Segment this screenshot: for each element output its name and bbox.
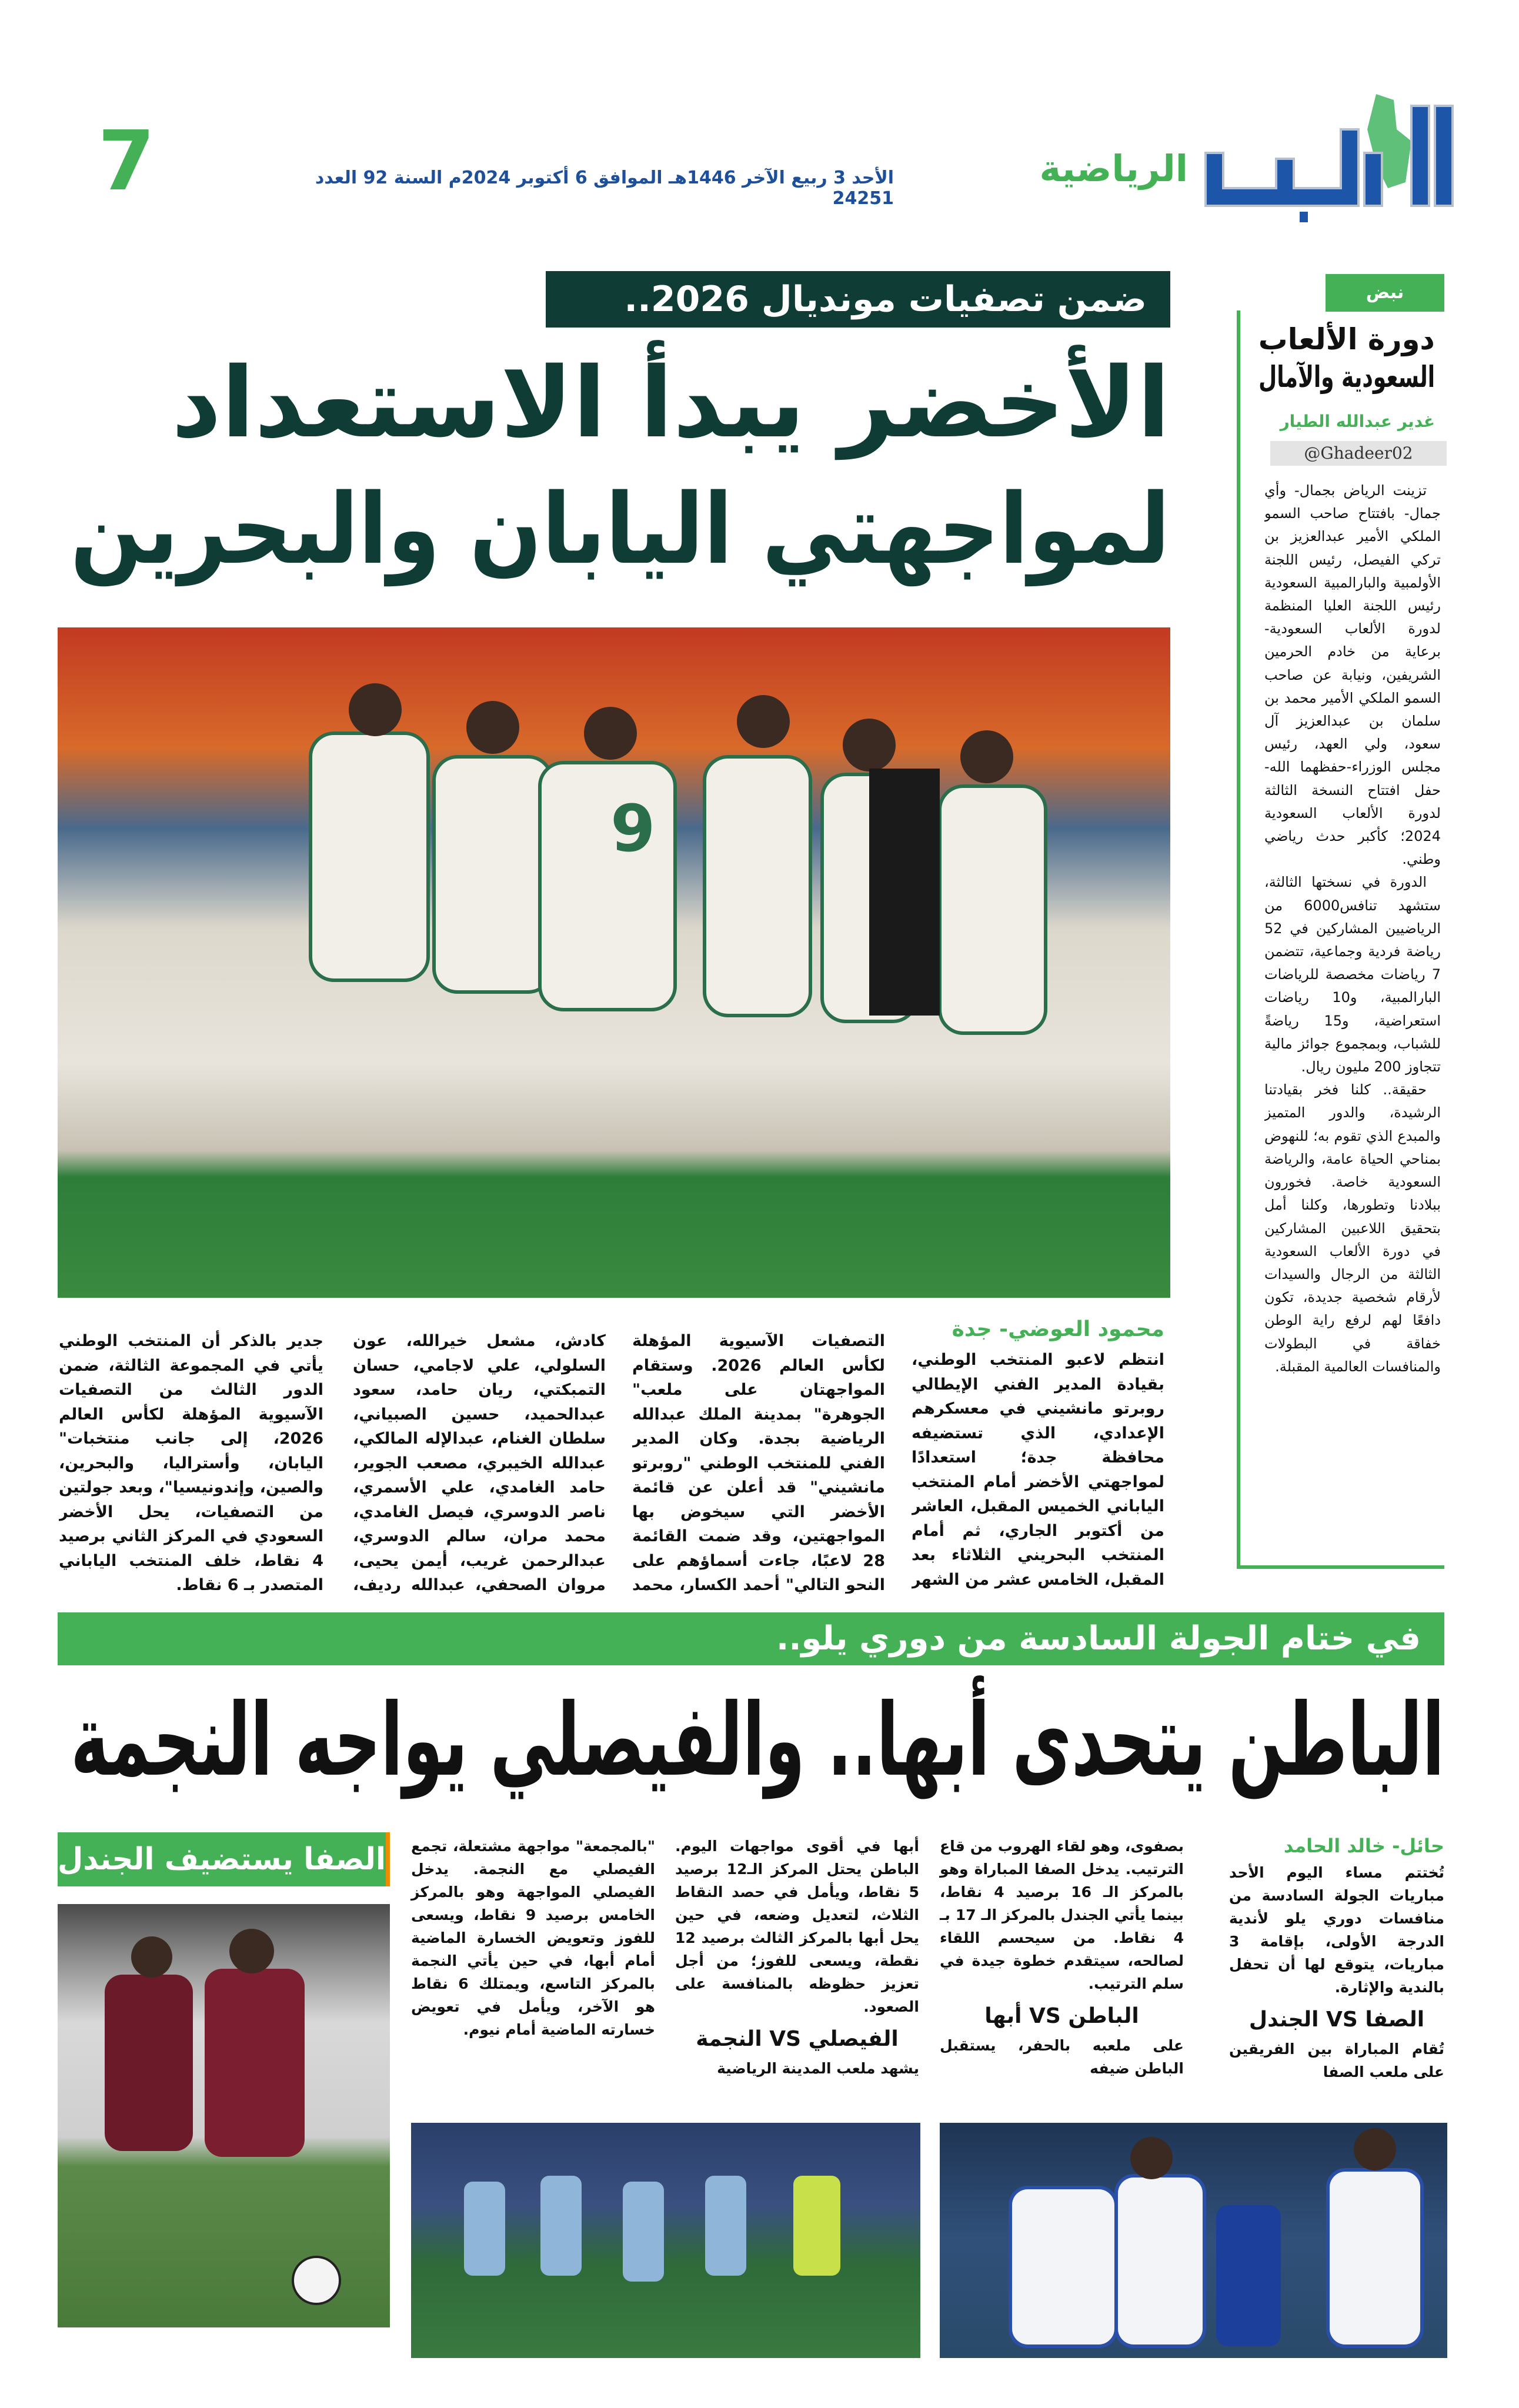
lower-column-3 [675, 1835, 919, 2080]
dateline: الأحد 3 ربيع الآخر 1446هـ الموافق 6 أكتوبر 2024م السنة 92 العدد 24251 [315, 168, 894, 209]
match-lead: يشهد ملعب المدينة الرياضية [717, 2060, 919, 2077]
opinion-title [1258, 320, 1435, 396]
opinion-title-line2-box [1258, 358, 1435, 396]
opinion-title-line2: السعودية والآمال [1258, 360, 1435, 394]
match-lead: على ملعبه بالحفر، يستقبل الباطن ضيفه [940, 2037, 1184, 2077]
match-lead: تُقام المباراة بين الفريقين على ملعب الصفا [1229, 2040, 1444, 2080]
newspaper-logo [1200, 94, 1458, 223]
article-column-4: جدير بالذكر أن المنتخب الوطني يأتي في المجموعة الثالثة، ضمن الدور الثالث من التصفيات الآسيوية المؤهلة لكأس العالم 2026، إلى جانب منتخبات" اليابان، وأستراليا، والبحرين، والصين، وإندونيسيا"، وبعد جولتين من التصفيات، يحل الأخضر السعودي في المركز الثاني برصيد 4 نقاط، خلف المنتخب الياباني المتصدر بـ 6 نقاط. [59, 1332, 323, 1594]
top-story-kicker [546, 271, 1170, 328]
top-story-byline: محمود العوضي- جدة [952, 1317, 1164, 1341]
article-column-2: التصفيات الآسيوية المؤهلة لكأس العالم 2026. وستقام المواجهتان على ملعب" الجوهرة" بمدينة الملك عبدالله الرياضية بجدة. وكان المدير الفني للمنتخب الوطني "روبرتو مانشيني" قد أعلن عن قائمة الأخضر التي سيخوض بها المواجهتين، وقد ضمت القائمة 28 لاعبًا، جاءت أسماؤهم على النحو التالي" أحمد الكسار، محمد [632, 1332, 885, 1594]
article-column-1: انتظم لاعبو المنتخب الوطني، بقيادة المدير الفني الإيطالي روبرتو مانشيني في معسكرهم الإعدادي، الذي تستضيفه محافظة جدة؛ استعدادًا لمواجهتي الأخضر أمام المنتخب الياباني الخميس المقبل، العاشر من أكتوبر الجاري، ثم أمام المنتخب البحريني الثلاثاء بعد المقبل، الخامس عشر من الشهر [912, 1351, 1164, 1589]
column-tag: نبض [1326, 274, 1444, 312]
top-headline-line2 [71, 470, 1170, 588]
opinion-body [1264, 479, 1441, 1558]
opinion-title-line1-box [1258, 320, 1435, 358]
intro-text: تُختتم مساء اليوم الأحد مباريات الجولة السادسة من منافسات دوري يلو لأندية الدرجة الأولى، بإقامة 3 مباريات، يتوقع لها أن تحفل بالندية والإثارة. [1229, 1864, 1444, 1996]
photo-safa-vs-jandal [58, 1904, 390, 2327]
headline-text: الأخضر يبدأ الاستعداد [171, 346, 1170, 459]
match-text: أبها في أقوى مواجهات اليوم. الباطن يحتل المركز الـ12 برصيد 5 نقاط، ويأمل في حصد النقاط الثلاث، لتعديل وضعه، في حين يحل أبها بالمركز الثالث برصيد 12 نقطة، ويسعى للفوز؛ من أجل تعزيز حظوظه بالمنافسة على الصعود. [675, 1838, 919, 2015]
top-headline-line1 [71, 344, 1170, 462]
author-handle: @Ghadeer02 [1270, 441, 1447, 466]
second-headline [71, 1676, 1444, 1805]
lower-column-1 [1229, 1835, 1444, 2083]
match-text: "بالمجمعة" مواجهة مشتعلة، تجمع الفيصلي مع النجمة. يدخل الفيصلي المواجهة وهو بالمركز الخامس برصيد 9 نقاط، ويسعى للفوز وتعويض الخسارة الماضية أمام أبها، في حين يأتي النجمة بالمركز التاسع، ويمتلك 6 نقاط هو الآخر، ويأمل في تعويض خسارته الماضية أمام نيوم. [411, 1838, 656, 2038]
section-name: الرياضية [1039, 147, 1188, 190]
headline-text: لمواجهتي اليابان والبحرين [71, 473, 1170, 586]
lower-column-2 [940, 1835, 1184, 2080]
match-title: الفيصلي VS النجمة [696, 2027, 899, 2051]
photo-caption-box [58, 1832, 390, 1886]
caption-text: الصفا يستضيف الجندل [58, 1842, 386, 1877]
opinion-paragraph: تزينت الرياض بجمال- وأي جمال- بافتتاح صاحب السمو الملكي الأمير عبدالعزيز بن تركي الفيصل، رئيس اللجنة الأولمبية والبارالمبية السعودية رئيس اللجنة العليا المنظمة لدورة الألعاب السعودية- برعاية من خادم الحرمين الشريفين، ونيابة عن صاحب السمو الملكي الأمير محمد بن سلمان بن عبدالعزيز آل سعود، ولي العهد، رئيس مجلس الوزراء-حفظهما الله- حفل افتتاح النسخة الثالثة لدورة الألعاب السعودية 2024؛ كأكبر حدث رياضي وطني. [1264, 482, 1441, 868]
photo-batin-vs-abha [940, 2123, 1447, 2358]
opinion-author [1258, 412, 1435, 431]
headline-text: الباطن يتحدى أبها.. والفيصلي يواجه النجمة [71, 1682, 1444, 1799]
kicker-text: في ختام الجولة السادسة من دوري يلو.. [776, 1619, 1421, 1658]
opinion-paragraph: حقيقة.. كلنا فخر بقيادتنا الرشيدة، والدور المتميز والمبدع الذي تقوم به؛ للنهوض بمناحي الحياة عامة، والرياضة السعودية خاصة. فخورون ببلادنا وتطورها، وكلنا أمل بتحقيق اللاعبين المشاركين في دورة الألعاب السعودية الثالثة من الرجال والسيدات لأرقام شخصية جديدة، تكون دافعًا لهم لرفع راية الوطن خفاقة في البطولات والمنافسات العالمية المقبلة. [1264, 1081, 1441, 1375]
opinion-paragraph: الدورة في نسختها الثالثة، ستشهد تنافس6000 من الرياضيين المشاركين في 52 رياضة فردية وجماعية، تتضمن 7 رياضات مخصصة للرياضات البارالمبية، و10 رياضات استعراضية، و15 رياضةً للشباب، وبمجموع جوائز مالية تتجاوز 200 مليون ريال. [1264, 874, 1441, 1076]
svg-text:9: 9 [610, 791, 656, 866]
lower-column-4 [411, 1835, 655, 2041]
photo-faisaly-vs-najma [411, 2123, 920, 2358]
kicker-text: ضمن تصفيات مونديال 2026.. [624, 279, 1147, 320]
second-story-kicker [58, 1612, 1444, 1665]
match-title: الصفا VS الجندل [1248, 2008, 1425, 2032]
second-story-byline: حائل- خالد الحامد [1283, 1835, 1444, 1857]
page-number: 7 [98, 113, 155, 209]
match-title: الباطن VS أبها [984, 2004, 1139, 2028]
opinion-title-line1: دورة الألعاب [1258, 322, 1435, 356]
main-photo-national-team-huddle [58, 627, 1170, 1298]
article-column-3: كادش، مشعل خيرالله، عون السلولي، علي لاجامي، حسان التمبكتي، ريان حامد، سعود عبدالحميد، حسين الصبياني، سلطان الغنام، عبدالإله المالكي، عبدالله الخيبري، مصعب الجوير، حامد الغامدي، علي الأسمري، ناصر الدوسري، فيصل الغامدي، محمد مران، سالم الدوسري، عبدالرحمن غريب، أيمن يحيى، مروان الصحفي، عبدالله رديف، [353, 1332, 606, 1594]
match-text: بصفوى، وهو لقاء الهروب من قاع الترتيب. يدخل الصفا المباراة وهو بالمركز الـ 16 برصيد 4 نقاط، بينما يأتي الجندل بالمركز الـ 17 بـ 4 نقاط. من سيحسم اللقاء لصالحه، سيتقدم خطوة جيدة في سلم الترتيب. [940, 1838, 1184, 1992]
opinion-author-text: غدير عبدالله الطيار [1280, 412, 1435, 431]
